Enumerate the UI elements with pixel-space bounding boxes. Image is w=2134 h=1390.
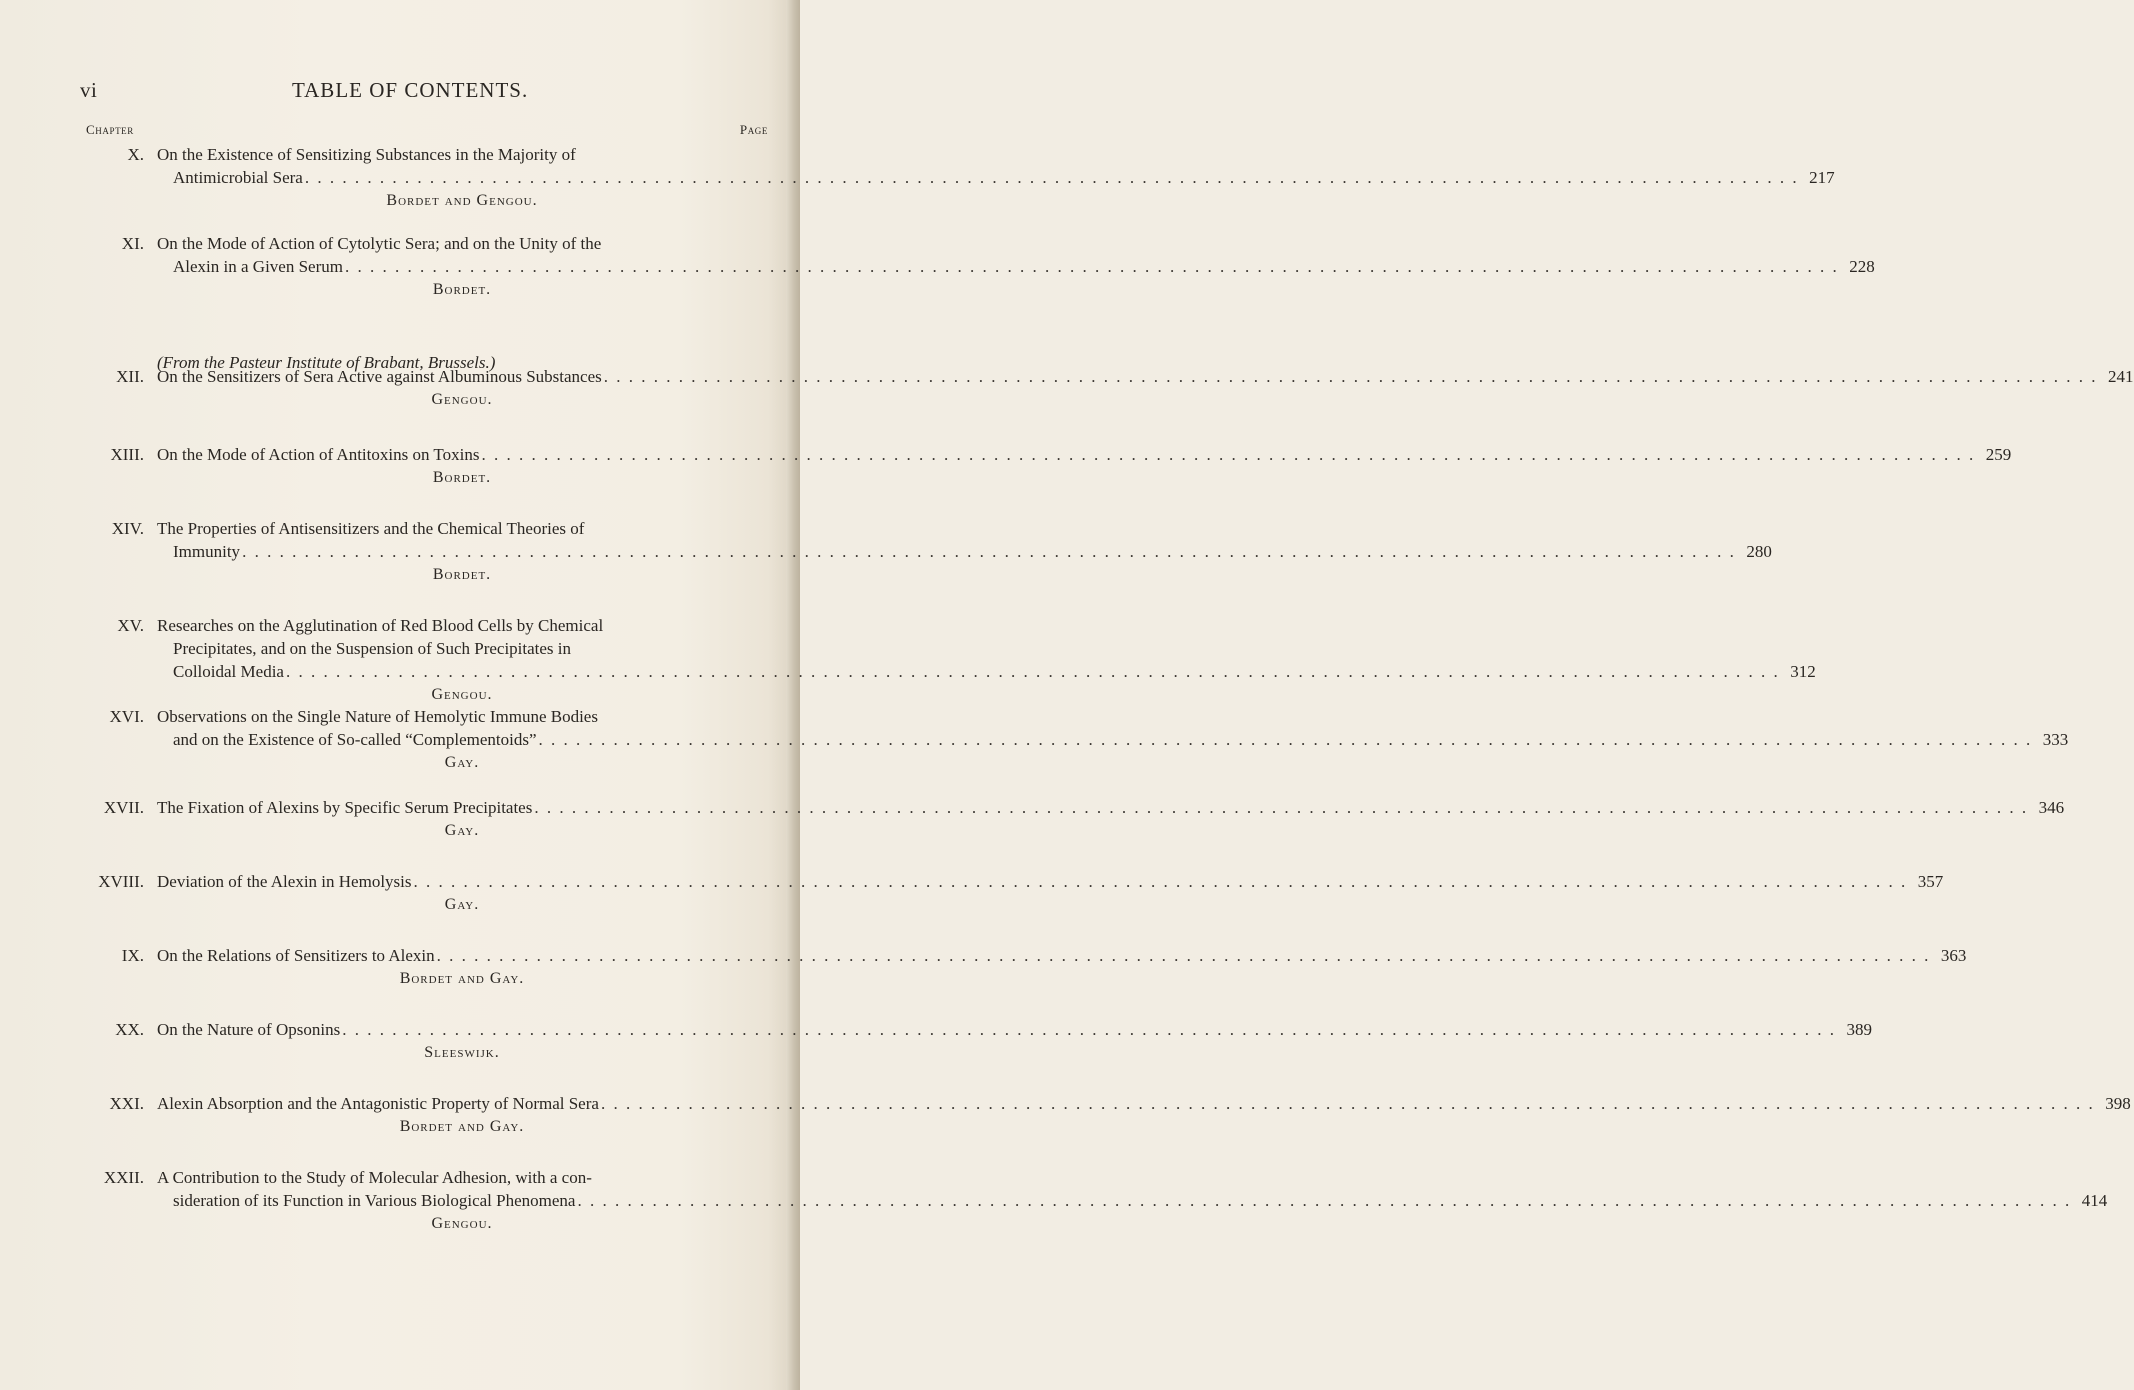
page-number: 241 [2108, 367, 2134, 386]
author-name: Gay. [444, 822, 480, 839]
title-line [157, 728, 2069, 751]
chapter-title [157, 232, 1875, 301]
title-line [157, 1189, 2108, 1212]
chapter-title [157, 443, 2012, 489]
title-text: and on the Existence of So-called “Complementoids” [173, 730, 537, 749]
title-text: A Contribution to the Study of Molecular Adhesion, with a con- [157, 1168, 592, 1187]
chapter-title [157, 517, 1772, 586]
title-text: The Properties of Antisensitizers and the Chemical Theories of [157, 519, 585, 538]
page-number: 312 [1790, 662, 1816, 681]
title-line [157, 614, 767, 637]
page-column-heading: Page [739, 122, 768, 137]
title-text: Alexin Absorption and the Antagonistic Property of Normal Sera [157, 1094, 599, 1113]
title-text: Observations on the Single Nature of Hemolytic Immune Bodies [157, 707, 598, 726]
title-line [157, 1166, 767, 1189]
chapter-numeral: X. [127, 145, 144, 164]
title-line [157, 517, 767, 540]
title-line [157, 944, 1967, 967]
title-line [157, 1018, 1872, 1041]
title-text: Alexin in a Given Serum [173, 257, 343, 276]
chapter-numeral: XX. [115, 1020, 144, 1039]
title-text: On the Mode of Action of Cytolytic Sera; and on the Unity of the [157, 234, 602, 253]
chapter-title [157, 796, 2065, 842]
page-number: 414 [2081, 1191, 2108, 1210]
institute-note: (From the Pasteur Institute of Brabant, Brussels.) [157, 353, 496, 372]
author-name: Bordet and Gay. [399, 970, 525, 987]
title-line [157, 143, 767, 166]
title-text: On the Mode of Action of Antitoxins on Toxins [157, 445, 480, 464]
title-text: Researches on the Agglutination of Red Blood Cells by Chemical [157, 616, 604, 635]
dot-leader: . . . . . . . . . . . . . . . . . . . . . . . . . . . . . . . . . . . . . . . . . . . . . . . . . . . . . . . . . . . . . . . . . . . . . . . . . . . . . . . . . . . . . . . . . . . . . . . . . . . . . . . . . . . . . . . . . . . . . . . . [285, 662, 1780, 681]
chapter-title [157, 1092, 2131, 1138]
dot-leader: . . . . . . . . . . . . . . . . . . . . . . . . . . . . . . . . . . . . . . . . . . . . . . . . . . . . . . . . . . . . . . . . . . . . . . . . . . . . . . . . . . . . . . . . . . . . . . . . . . . . . . . . . . . . . . . . . . . . . . . . [603, 367, 2098, 386]
page-number: 346 [2038, 798, 2065, 817]
author-name: Bordet. [432, 281, 492, 298]
author-name: Gengou. [431, 1215, 493, 1232]
running-head [0, 78, 800, 108]
chapter-numeral: XVII. [103, 798, 144, 817]
dot-leader: . . . . . . . . . . . . . . . . . . . . . . . . . . . . . . . . . . . . . . . . . . . . . . . . . . . . . . . . . . . . . . . . . . . . . . . . . . . . . . . . . . . . . . . . . . . . . . . . . . . . . . . . . . . . . . . . . . . . . . . . [481, 445, 1976, 464]
page-number: 398 [2105, 1094, 2131, 1113]
chapter-numeral: IX. [121, 946, 144, 965]
chapter-column-heading: Chapter [86, 122, 134, 137]
title-text: On the Nature of Opsonins [157, 1020, 341, 1039]
title-line [157, 443, 2012, 466]
chapter-title [157, 870, 1944, 916]
author-name: Gay. [444, 896, 480, 913]
author-name: Bordet and Gengou. [386, 192, 538, 209]
column-headings [86, 122, 768, 142]
title-text: Precipitates, and on the Suspension of Such Precipitates in [173, 639, 572, 658]
chapter-title [157, 944, 1967, 990]
page-number: 389 [1846, 1020, 1872, 1039]
title-line [157, 365, 2134, 388]
page-number: 280 [1746, 542, 1772, 561]
page-number: 333 [2042, 730, 2069, 749]
title-text: On the Existence of Sensitizing Substances in the Majority of [157, 145, 576, 164]
dot-leader: . . . . . . . . . . . . . . . . . . . . . . . . . . . . . . . . . . . . . . . . . . . . . . . . . . . . . . . . . . . . . . . . . . . . . . . . . . . . . . . . . . . . . . . . . . . . . . . . . . . . . . . . . . . . . . . . . . . . . . . . [344, 257, 1839, 276]
title-line [157, 166, 1835, 189]
page-number: 228 [1849, 257, 1875, 276]
chapter-numeral: XIV. [111, 519, 144, 538]
page-number: 357 [1917, 872, 1944, 891]
dot-leader: . . . . . . . . . . . . . . . . . . . . . . . . . . . . . . . . . . . . . . . . . . . . . . . . . . . . . . . . . . . . . . . . . . . . . . . . . . . . . . . . . . . . . . . . . . . . . . . . . . . . . . . . . . . . . . . . . . . . . . . . [342, 1020, 1836, 1039]
chapter-title [157, 143, 1835, 212]
chapter-numeral: XVIII. [98, 872, 144, 891]
author-name: Bordet. [432, 469, 492, 486]
chapter-title [157, 365, 2134, 411]
title-text: On the Sensitizers of Sera Active against Albuminous Substances [157, 367, 602, 386]
dot-leader: . . . . . . . . . . . . . . . . . . . . . . . . . . . . . . . . . . . . . . . . . . . . . . . . . . . . . . . . . . . . . . . . . . . . . . . . . . . . . . . . . . . . . . . . . . . . . . . . . . . . . . . . . . . . . . . . . . . . . . . . [304, 168, 1799, 187]
author-name: Gengou. [431, 391, 493, 408]
dot-leader: . . . . . . . . . . . . . . . . . . . . . . . . . . . . . . . . . . . . . . . . . . . . . . . . . . . . . . . . . . . . . . . . . . . . . . . . . . . . . . . . . . . . . . . . . . . . . . . . . . . . . . . . . . . . . . . . . . . . . . . . [577, 1191, 2072, 1210]
chapter-numeral: XV. [117, 616, 144, 635]
title-line [157, 660, 1816, 683]
page-edge [786, 0, 800, 1390]
author-name: Bordet. [432, 566, 492, 583]
title-line [157, 1092, 2131, 1115]
title-text: Colloidal Media [173, 662, 284, 681]
author-name: Gay. [444, 754, 480, 771]
dot-leader: . . . . . . . . . . . . . . . . . . . . . . . . . . . . . . . . . . . . . . . . . . . . . . . . . . . . . . . . . . . . . . . . . . . . . . . . . . . . . . . . . . . . . . . . . . . . . . . . . . . . . . . . . . . . . . . . . . . . . . . . [600, 1094, 2095, 1113]
dot-leader: . . . . . . . . . . . . . . . . . . . . . . . . . . . . . . . . . . . . . . . . . . . . . . . . . . . . . . . . . . . . . . . . . . . . . . . . . . . . . . . . . . . . . . . . . . . . . . . . . . . . . . . . . . . . . . . . . . . . . . . . [534, 798, 2029, 817]
chapter-title [157, 614, 1816, 706]
dot-leader: . . . . . . . . . . . . . . . . . . . . . . . . . . . . . . . . . . . . . . . . . . . . . . . . . . . . . . . . . . . . . . . . . . . . . . . . . . . . . . . . . . . . . . . . . . . . . . . . . . . . . . . . . . . . . . . . . . . . . . . . [436, 946, 1931, 965]
page-number: 259 [1985, 445, 2012, 464]
dot-leader: . . . . . . . . . . . . . . . . . . . . . . . . . . . . . . . . . . . . . . . . . . . . . . . . . . . . . . . . . . . . . . . . . . . . . . . . . . . . . . . . . . . . . . . . . . . . . . . . . . . . . . . . . . . . . . . . . . . . . . . . [413, 872, 1908, 891]
chapter-numeral: XII. [116, 367, 144, 386]
dot-leader: . . . . . . . . . . . . . . . . . . . . . . . . . . . . . . . . . . . . . . . . . . . . . . . . . . . . . . . . . . . . . . . . . . . . . . . . . . . . . . . . . . . . . . . . . . . . . . . . . . . . . . . . . . . . . . . . . . . . . . . . [538, 730, 2033, 749]
title-text: On the Relations of Sensitizers to Alexin [157, 946, 435, 965]
title-text: The Fixation of Alexins by Specific Serum Precipitates [157, 798, 533, 817]
author-name: Bordet and Gay. [399, 1118, 525, 1135]
chapter-title [157, 1166, 2108, 1235]
chapter-numeral: XXII. [103, 1168, 144, 1187]
chapter-title [157, 705, 2069, 774]
chapter-numeral: XVI. [109, 707, 144, 726]
chapter-numeral: XXI. [109, 1094, 144, 1113]
author-name: Sleeswijk. [424, 1044, 500, 1061]
page-number: 217 [1809, 168, 1835, 187]
title-text: Antimicrobial Sera [173, 168, 303, 187]
title-line [157, 705, 767, 728]
title-line [157, 870, 1944, 893]
author-name: Gengou. [431, 686, 493, 703]
chapter-numeral: XIII. [110, 445, 144, 464]
title-text: Immunity [173, 542, 241, 561]
title-line [157, 255, 1875, 278]
title-line [157, 540, 1772, 563]
running-title: TABLE OF CONTENTS. [292, 78, 529, 102]
dot-leader: . . . . . . . . . . . . . . . . . . . . . . . . . . . . . . . . . . . . . . . . . . . . . . . . . . . . . . . . . . . . . . . . . . . . . . . . . . . . . . . . . . . . . . . . . . . . . . . . . . . . . . . . . . . . . . . . . . . . . . . . [242, 542, 1736, 561]
title-text: sideration of its Function in Various Biological Phenomena [173, 1191, 576, 1210]
title-text: Deviation of the Alexin in Hemolysis [157, 872, 412, 891]
title-line [157, 232, 767, 255]
chapter-numeral: XI. [121, 234, 144, 253]
chapter-title [157, 1018, 1872, 1064]
title-line [157, 796, 2065, 819]
page-folio: vi [80, 78, 98, 102]
title-line [157, 637, 767, 660]
page-number: 363 [1940, 946, 1967, 965]
